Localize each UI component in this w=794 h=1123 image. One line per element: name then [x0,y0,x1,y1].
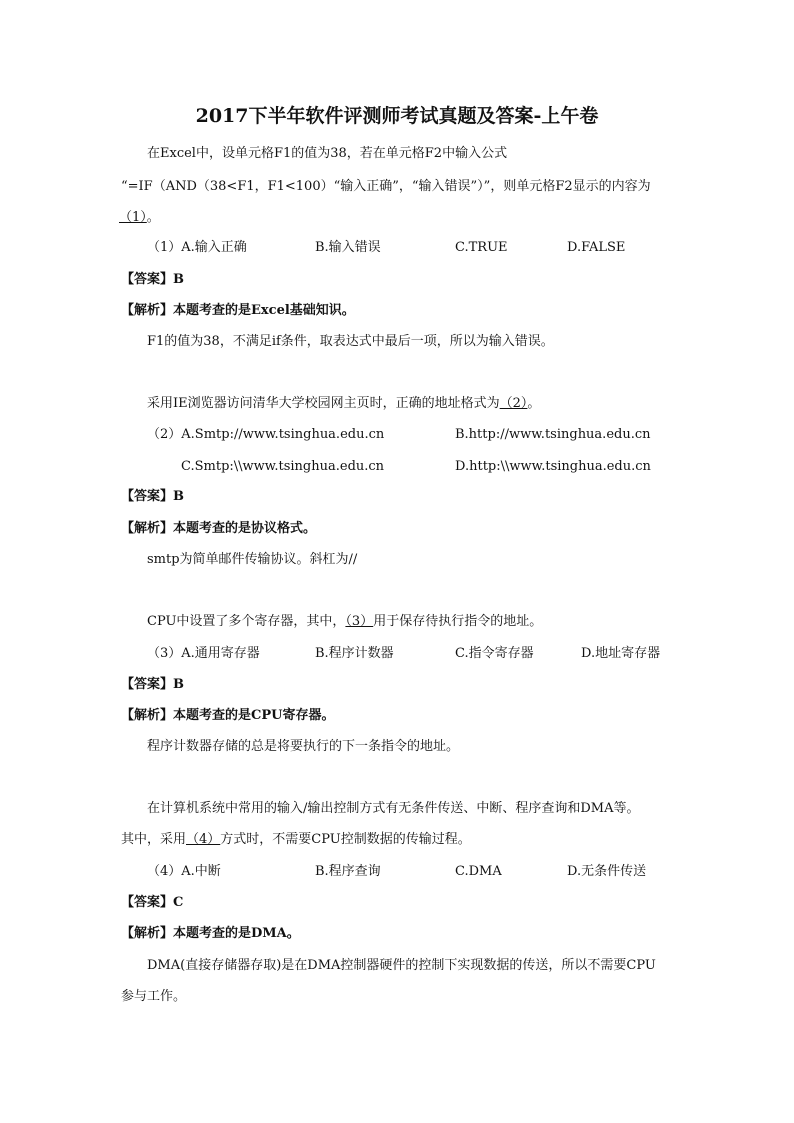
q1-stem-line1: 在Excel中，设单元格F1的值为38，若在单元格F2中输入公式 [147,146,508,161]
q2-stem [147,396,540,412]
q1-option-d: D.FALSE [567,240,626,255]
q1-stem-line2: “=IF（AND（38<F1，F1<100）“输入正确”，“输入错误”）”，则单元格F2显示的内容为 [121,179,651,194]
q4-answer: 【答案】C [121,895,184,910]
q1-stem-end: 。 [146,210,160,225]
q2-number: （2） [147,427,182,442]
q1-explanation: F1的值为38，不满足if条件，取表达式中最后一项，所以为输入错误。 [147,334,554,349]
q2-answer: 【答案】B [121,489,184,504]
q3-option-b: B.程序计数器 [315,646,394,661]
q4-option-d: D.无条件传送 [567,864,647,879]
q4-option-c: C.DMA [455,864,502,879]
q4-stem-line1: 在计算机系统中常用的输入/输出控制方式有无条件传送、中断、程序查询和DMA等。 [147,801,640,816]
q3-answer: 【答案】B [121,677,184,692]
q3-option-a [147,646,260,662]
q4-stem-text: 其中，采用 [121,832,187,847]
q2-option-d: D.http:\\www.tsinghua.edu.cn [455,459,651,474]
q1-analysis: 【解析】本题考查的是Excel基础知识。 [121,303,355,318]
q2-option-c: C.Smtp:\\www.tsinghua.edu.cn [181,459,385,474]
q4-stem-line2 [121,832,471,848]
q2-analysis: 【解析】本题考查的是协议格式。 [121,521,317,536]
q4-blank: （4） [186,832,221,847]
q2-stem-text: 采用IE浏览器访问清华大学校园网主页时，正确的地址格式为 [147,396,500,411]
q2-blank: （2） [499,396,528,411]
q3-explanation: 程序计数器存储的总是将要执行的下一条指令的地址。 [147,739,460,754]
q3-option-c: C.指令寄存器 [455,646,534,661]
q3-stem [147,614,542,630]
q3-analysis: 【解析】本题考查的是CPU寄存器。 [121,708,335,723]
q4-analysis: 【解析】本题考查的是DMA。 [121,926,300,941]
q4-explanation-line2: 参与工作。 [121,989,187,1004]
q2-option-a-text: A.Smtp://www.tsinghua.edu.cn [181,427,385,442]
q4-option-a [147,864,221,880]
q3-blank: （3） [345,614,374,629]
q4-option-a-text: A.中断 [181,864,221,879]
q2-stem-end: 。 [527,396,541,411]
q1-number: （1） [147,240,182,255]
q3-number: （3） [147,646,182,661]
q3-stem-end: 用于保存待执行指令的地址。 [373,614,543,629]
q2-option-a [147,427,384,443]
q2-explanation: smtp为简单邮件传输协议。斜杠为// [147,552,358,567]
q1-option-b: B.输入错误 [315,240,381,255]
q3-option-d: D.地址寄存器 [581,646,661,661]
q1-answer: 【答案】B [121,272,184,287]
q3-stem-text: CPU中设置了多个寄存器，其中， [147,614,346,629]
q1-stem-line3 [119,210,160,226]
q1-option-a-text: A.输入正确 [181,240,247,255]
q1-option-c: C.TRUE [455,240,508,255]
q1-blank: （1） [119,210,147,225]
q1-option-a [147,240,247,256]
q4-explanation-line1: DMA(直接存储器存取)是在DMA控制器硬件的控制下实现数据的传送，所以不需要CPU [147,958,656,973]
q3-option-a-text: A.通用寄存器 [181,646,260,661]
q4-option-b: B.程序查询 [315,864,381,879]
q4-stem-end: 方式时，不需要CPU控制数据的传输过程。 [220,832,471,847]
q2-option-b: B.http://www.tsinghua.edu.cn [455,427,651,442]
page-title: 2017下半年软件评测师考试真题及答案-上午卷 [195,105,599,127]
q4-number: （4） [147,864,182,879]
